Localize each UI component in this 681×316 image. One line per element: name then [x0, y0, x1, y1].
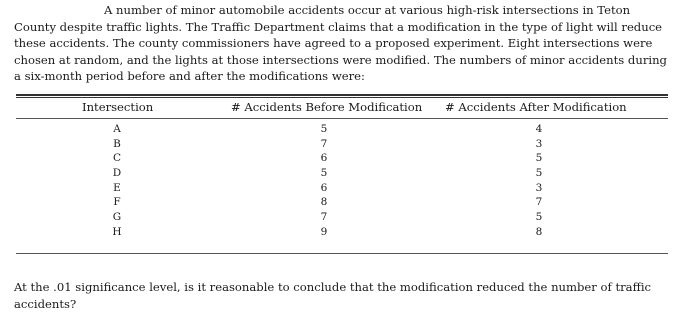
table-cell: 8	[535, 225, 543, 238]
table-cell: 7	[320, 137, 328, 150]
table-cell: 7	[535, 196, 543, 209]
column-after	[519, 122, 559, 240]
table-cell: 9	[320, 225, 328, 238]
table-cell: 7	[320, 211, 328, 224]
table-cell: B	[113, 137, 121, 150]
column-before	[304, 122, 344, 240]
table-cell: F	[113, 196, 121, 209]
table-cell: D	[112, 167, 122, 180]
header-intersection: Intersection	[82, 100, 154, 114]
table-cell: 5	[320, 167, 328, 180]
table-header-rule	[16, 118, 668, 119]
header-accidents-before: # Accidents Before Modification	[231, 100, 423, 114]
table-cell: 8	[320, 196, 328, 209]
table-cell: G	[112, 211, 122, 224]
table-cell: 5	[320, 123, 328, 135]
table-cell: 4	[535, 123, 543, 135]
table-cell: C	[112, 152, 122, 165]
table-top-rule-double	[16, 97, 668, 98]
table-cell: 6	[320, 152, 328, 165]
table-cell: A	[113, 123, 121, 135]
table-cell: 5	[535, 167, 543, 180]
table-cell: 5	[535, 152, 543, 165]
column-intersection	[97, 122, 137, 240]
table-cell: 5	[535, 211, 543, 224]
table-cell: 3	[535, 181, 543, 194]
table-cell: 6	[320, 181, 328, 194]
table-cell: H	[112, 225, 122, 238]
table-bottom-rule	[16, 253, 668, 254]
table-cell: E	[113, 181, 121, 194]
header-accidents-after: # Accidents After Modification	[445, 100, 627, 114]
problem-intro: A number of minor automobile accidents occur at various high-risk intersections in Teton County despite traffic lights. The Traffic Department claims that a modification in the type of light will reduce these accidents. The county commissioners have agreed to a proposed experiment. Eight intersections were chosen at random, and the lights at those intersections were modified. The numbers of minor accidents during a six-month period before and after the modifications were:	[14, 3, 667, 84]
table-cell: 3	[535, 137, 543, 150]
problem-question: At the .01 significance level, is it reasonable to conclude that the modification reduced the number of traffic accidents?	[14, 280, 652, 311]
table-top-rule	[16, 94, 668, 96]
